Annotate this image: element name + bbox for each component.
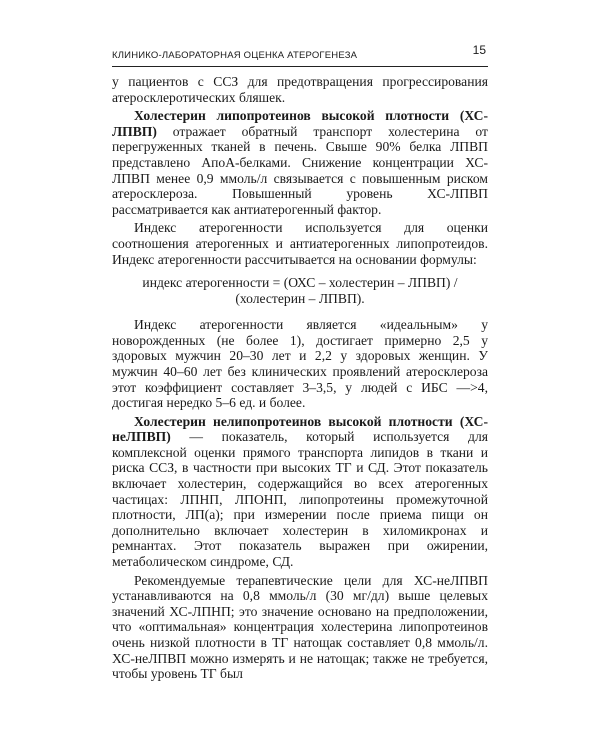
formula-line-1: индекс атерогенности = (ОХС – холестерин – ЛПВП) / bbox=[142, 275, 458, 291]
running-title: КЛИНИКО-ЛАБОРАТОРНАЯ ОЦЕНКА АТЕРОГЕНЕЗА bbox=[112, 50, 358, 61]
term-hdl-cholesterol: Холестерин липопротеинов высокой плотности (ХС-ЛПВП) bbox=[112, 108, 488, 139]
running-header bbox=[112, 45, 488, 67]
paragraph-5-text: — показатель, который используется для комплексной оценки прямого транспорта липидов в ткани и риска ССЗ, в частности при высоких ТГ и СД. Этот показатель включает холестерин, содержащийся во всех атерогенных частицах: ЛПНП, ЛПОНП, липопротеины промежуточной плотности, ЛП(а); при измерении после приема пищи он дополнительно включает холестерин в хиломикронах и ремнантах. Этот показатель выражен при ожирении, метаболическом синдроме, СД. bbox=[112, 429, 488, 570]
page-body bbox=[112, 74, 488, 685]
term-non-hdl-cholesterol: Холестерин нелипопротеинов высокой плотности (ХС-неЛПВП) bbox=[112, 413, 488, 445]
paragraph-3: Индекс атерогенности используется для оценки соотношения атерогенных и антиатерогенных липопротеидов. Индекс атерогенности рассчитывается на основании формулы: bbox=[112, 220, 488, 267]
paragraph-5 bbox=[112, 414, 488, 570]
formula-line-2: (холестерин – ЛПВП). bbox=[235, 291, 365, 307]
paragraph-1: у пациентов с ССЗ для предотвращения прогрессирования атеросклеротических бляшек. bbox=[112, 74, 488, 105]
atherogenic-index-formula bbox=[112, 275, 488, 307]
paragraph-4: Индекс атерогенности является «идеальным» у новорожденных (не более 1), достигает примерно 2,5 у здоровых мужчин 20–30 лет и 2,2 у здоровых женщин. У мужчин 40–60 лет без клинических проявлений атеросклероза этот коэффициент составляет 3–3,5, у людей с ИБС —>4, достигая нередко 5–6 ед. и более. bbox=[112, 317, 488, 411]
paragraph-2-text: отражает обратный транспорт холестерина от перегруженных тканей в печень. Свыше 90% белка ЛПВП представлено АпоА-белками. Снижение концентрации ХС-ЛПВП менее 0,9 ммоль/л связывается с повышенным риском атеросклероза. Повышенный уровень ХС-ЛПВП рассматривается как антиатерогенный фактор. bbox=[112, 123, 488, 217]
paragraph-6: Рекомендуемые терапевтические цели для ХС-неЛПВП устанавливаются на 0,8 ммоль/л (30 мг/дл) выше целевых значений ХС-ЛПНП; это значение основано на предположении, что «оптимальная» концентрация холестерина липопротеинов очень низкой плотности в ТГ натощак составляет 0,8 ммоль/л. ХС-неЛПВП можно измерять и не натощак; также не требуется, чтобы уровень ТГ был bbox=[112, 572, 488, 682]
page-number: 15 bbox=[472, 43, 486, 57]
paragraph-2 bbox=[112, 108, 488, 217]
